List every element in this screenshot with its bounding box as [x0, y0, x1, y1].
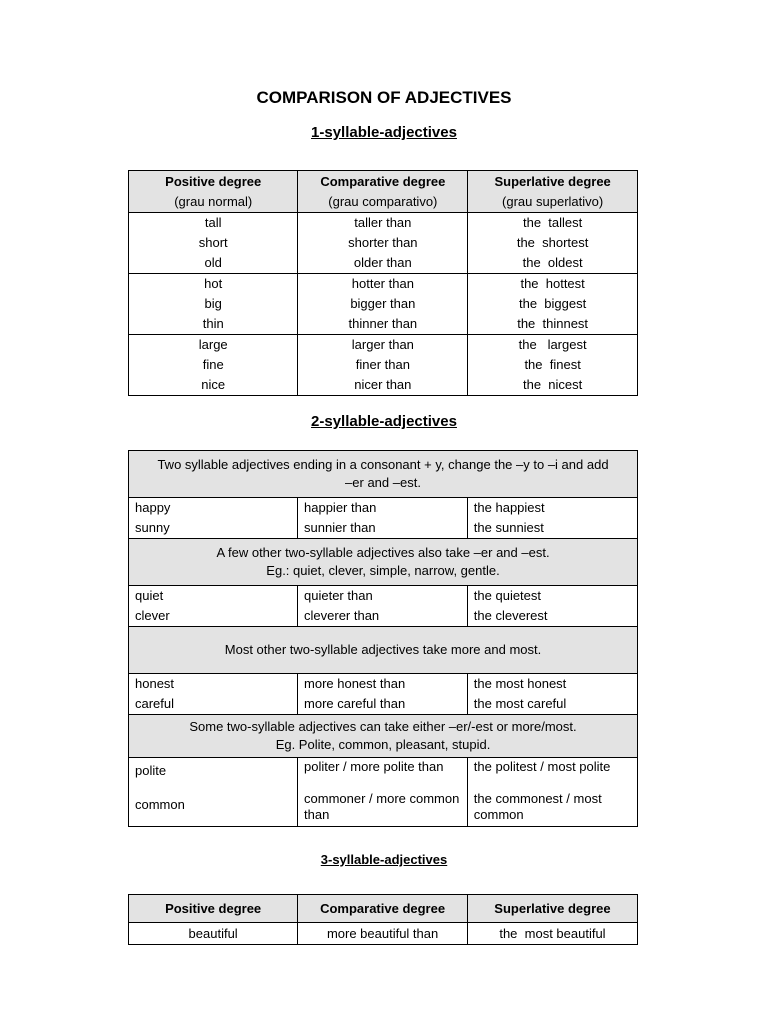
section-heading-2-syllable: 2-syllable-adjectives — [311, 413, 457, 430]
header-superlative: Superlative degree — [467, 895, 637, 923]
superlative-cell: the hottest the biggest the thinnest — [468, 274, 638, 335]
three-syllable-table — [128, 894, 638, 945]
comparative-cell: politer / more polite than commoner / more common than — [298, 758, 468, 827]
rule-note: Two syllable adjectives ending in a consonant + y, change the –y to –i and add –er and –est. — [129, 451, 638, 498]
positive-cell: quiet clever — [129, 586, 298, 627]
superlative-cell: the largest the finest the nicest — [468, 335, 638, 396]
comparative-cell: larger than finer than nicer than — [298, 335, 468, 396]
positive-cell: tall short old — [129, 213, 298, 274]
page-title: COMPARISON OF ADJECTIVES — [256, 88, 512, 107]
superlative-cell: the most beautiful — [467, 923, 637, 945]
two-syllable-table — [128, 450, 638, 827]
table-row — [129, 498, 638, 539]
superlative-cell: the tallest the shortest the oldest — [468, 213, 638, 274]
comparative-cell: quieter than cleverer than — [298, 586, 468, 627]
comparative-cell: taller than shorter than older than — [298, 213, 468, 274]
comparative-cell: more beautiful than — [298, 923, 468, 945]
section-heading-3-syllable: 3-syllable-adjectives — [320, 852, 448, 867]
table-row — [129, 274, 638, 335]
table-row — [129, 335, 638, 396]
positive-cell: beautiful — [129, 923, 298, 945]
header-superlative: Superlative degree (grau superlativo) — [468, 171, 638, 213]
positive-cell: polite common — [129, 758, 298, 827]
positive-cell: honest careful — [129, 674, 298, 715]
section-heading-1-syllable: 1-syllable-adjectives — [311, 124, 457, 141]
table-row — [129, 213, 638, 274]
positive-cell: happy sunny — [129, 498, 298, 539]
superlative-cell: the happiest the sunniest — [467, 498, 637, 539]
header-comparative: Comparative degree — [298, 895, 468, 923]
header-positive: Positive degree (grau normal) — [129, 171, 298, 213]
positive-cell: large fine nice — [129, 335, 298, 396]
header-positive: Positive degree — [129, 895, 298, 923]
table-row — [129, 758, 638, 827]
superlative-cell: the quietest the cleverest — [467, 586, 637, 627]
positive-cell: hot big thin — [129, 274, 298, 335]
superlative-cell: the politest / most polite the commonest / most common — [467, 758, 637, 827]
rule-note: Some two-syllable adjectives can take either –er/-est or more/most. Eg. Polite, common, pleasant, stupid. — [129, 715, 638, 758]
table-row — [129, 586, 638, 627]
superlative-cell: the most honest the most careful — [467, 674, 637, 715]
one-syllable-table — [128, 170, 638, 396]
rule-note: A few other two-syllable adjectives also take –er and –est. Eg.: quiet, clever, simple, narrow, gentle. — [129, 539, 638, 586]
comparative-cell: happier than sunnier than — [298, 498, 468, 539]
table-row — [129, 923, 638, 945]
rule-note: Most other two-syllable adjectives take more and most. — [129, 627, 638, 674]
comparative-cell: more honest than more careful than — [298, 674, 468, 715]
header-comparative: Comparative degree (grau comparativo) — [298, 171, 468, 213]
comparative-cell: hotter than bigger than thinner than — [298, 274, 468, 335]
table-row — [129, 674, 638, 715]
